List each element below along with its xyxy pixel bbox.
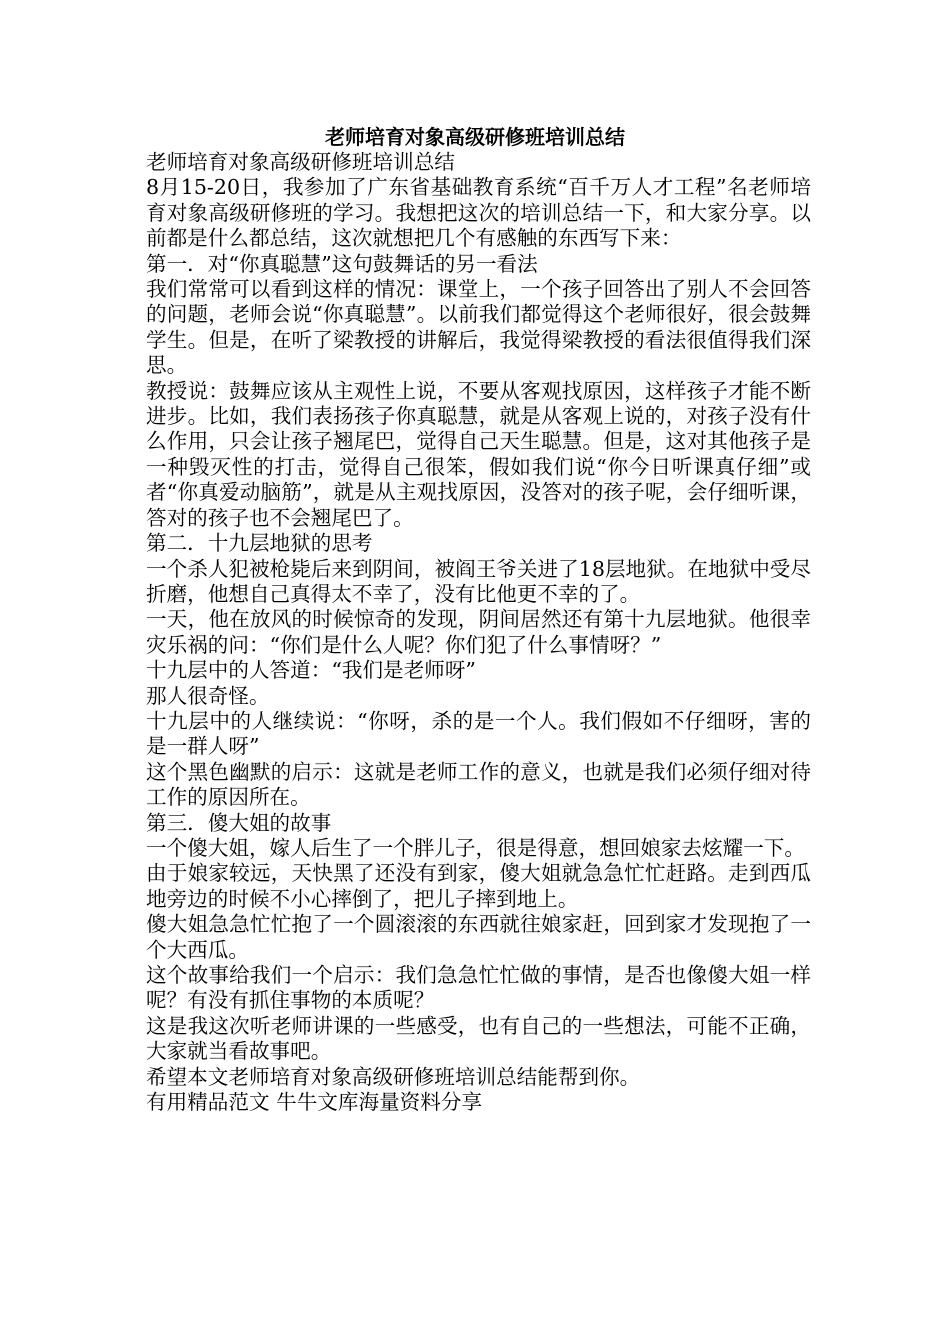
document-body (146, 150, 811, 1115)
paragraph: 那人很奇怪。 (146, 683, 270, 708)
paragraph: 傻大姐急急忙忙抱了一个圆滚滚的东西就往娘家赶，回到家才发现抱了一个大西瓜。 (146, 912, 811, 962)
paragraph: 由于娘家较远，天快黑了还没有到家，傻大姐就急急忙忙赶路。走到西瓜地旁边的时候不小心摔倒了，把儿子摔到地上。 (146, 861, 811, 911)
paragraph: 一天，他在放风的时候惊奇的发现，阴间居然还有第十九层地狱。他很幸灾乐祸的问：“你们是什么人呢？你们犯了什么事情呀？” (146, 607, 811, 657)
section-heading-2: 第二．十九层地狱的思考 (146, 531, 373, 556)
section-heading-3: 第三．傻大姐的故事 (146, 810, 332, 835)
document-title: 老师培育对象高级研修班培训总结 (325, 125, 625, 149)
section-heading-1: 第一．对“你真聪慧”这句鼓舞话的另一看法 (146, 251, 538, 276)
paragraph: 这个黑色幽默的启示：这就是老师工作的意义，也就是我们必须仔细对待工作的原因所在。 (146, 759, 811, 810)
paragraph: 我们常常可以看到这样的情况：课堂上，一个孩子回答出了别人不会回答的问题，老师会说“你真聪慧”。以前我们都觉得这个老师很好，很会鼓舞学生。但是，在听了梁教授的讲解后，我觉得梁教授的看法很值得我们深思。 (146, 277, 811, 378)
paragraph: 这是我这次听老师讲课的一些感受，也有自己的一些想法，可能不正确，大家就当看故事吧。 (146, 1013, 811, 1064)
paragraph: 十九层中的人答道：“我们是老师呀” (146, 658, 476, 683)
paragraph-closing: 希望本文老师培育对象高级研修班培训总结能帮到你。 (146, 1064, 641, 1089)
paragraph: 教授说：鼓舞应该从主观性上说，不要从客观找原因，这样孩子才能不断进步。比如，我们表扬孩子你真聪慧，就是从客观上说的，对孩子没有什么作用，只会让孩子翘尾巴，觉得自己天生聪慧。但是，这对其他孩子是一种毁灭性的打击，觉得自己很笨，假如我们说“你今日听课真仔细”或者“你真爱动脑筋”，就是从主观找原因，没答对的孩子呢，会仔细听课，答对的孩子也不会翘尾巴了。 (146, 378, 811, 530)
paragraph-intro: 8月15-20日，我参加了广东省基础教育系统“百千万人才工程”名老师培育对象高级研修班的学习。我想把这次的培训总结一下，和大家分享。以前都是什么都总结，这次就想把几个有感触的东西写下来： (146, 175, 811, 251)
paragraph: 这个故事给我们一个启示：我们急急忙忙做的事情，是否也像傻大姐一样呢？有没有抓住事物的本质呢？ (146, 963, 811, 1013)
paragraph-subtitle: 老师培育对象高级研修班培训总结 (146, 150, 455, 174)
paragraph-footer: 有用精品范文 牛牛文库海量资料分享 (146, 1090, 483, 1115)
paragraph: 一个傻大姐，嫁人后生了一个胖儿子，很是得意，想回娘家去炫耀一下。 (146, 835, 805, 860)
paragraph: 十九层中的人继续说：“你呀，杀的是一个人。我们假如不仔细呀，害的是一群人呀” (146, 708, 811, 759)
paragraph: 一个杀人犯被枪毙后来到阴间，被阎王爷关进了18层地狱。在地狱中受尽折磨，他想自己真得太不幸了，没有比他更不幸的了。 (146, 556, 811, 606)
